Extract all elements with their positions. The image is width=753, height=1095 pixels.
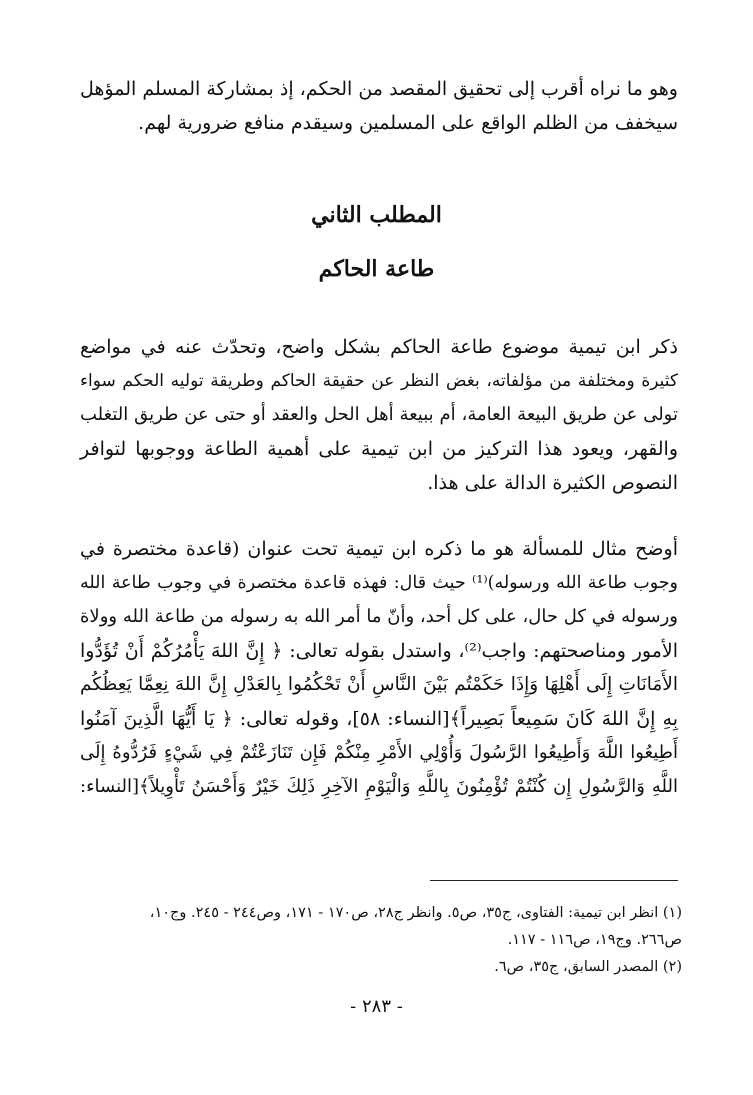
text-line: تولى عن طريق البيعة العامة، أم ببيعة أهل الحل والعقد أو حتى عن طريق التغلب xyxy=(80,404,678,425)
footnote-1-continued: ص٢٦٦. وج١٩، ص١١٦ - ١١٧. xyxy=(507,932,682,948)
text-line: كثيرة ومختلفة من مؤلفاته، بغض النظر عن حقيقة الحاكم وطريقة توليه الحكم سواء xyxy=(80,371,678,391)
text-line: سيخفف من الظلم الواقع على المسلمين وسيقدم منافع ضرورية لهم. xyxy=(138,112,678,134)
body-paragraph-1 xyxy=(80,330,678,500)
footnote-1: (١) انظر ابن تيمية: الفتاوى، ج٣٥، ص٥. وانظر ج٢٨، ص١٧٠ - ١٧١، وص٢٤٤ - ٢٤٥. وج١٠، xyxy=(149,905,682,921)
text-line: الأمور ومناصحتهم: واجب⁽²⁾، واستدل بقوله تعالى: ﴿ إِنَّ اللهَ يَأْمُرُكُمْ أَنْ تُؤَدُّوا xyxy=(80,640,678,662)
intro-paragraph xyxy=(80,72,678,140)
text-line: أَطِيعُوا اللَّهَ وَأَطِيعُوا الرَّسُولَ وَأُوْلِي الأَمْرِ مِنْكُمْ فَإِن تَنَازَعْتُمْ فِي شَيْءٍ فَرُدُّوهُ إِلَى xyxy=(80,742,678,763)
text-line: أوضح مثال للمسألة هو ما ذكره ابن تيمية تحت عنوان (قاعدة مختصرة في xyxy=(80,538,678,560)
text-line: والقهر، ويعود هذا التركيز من ابن تيمية على أهمية الطاعة ووجوبها لتوافر xyxy=(80,438,678,460)
text-line: ذكر ابن تيمية موضوع طاعة الحاكم بشكل واضح، وتحدّث عنه في مواضع xyxy=(80,336,678,358)
text-line: النصوص الكثيرة الدالة على هذا. xyxy=(427,472,678,494)
text-line: ورسوله في كل حال، على كل أحد، وأنّ ما أمر الله به رسوله من طاعة الله وولاة xyxy=(80,606,678,627)
footnote-separator xyxy=(430,880,678,881)
text-line: اللَّهِ وَالرَّسُولِ إِن كُنْتُمْ تُؤْمِنُونَ بِاللَّهِ وَالْيَوْمِ الآخِرِ ذَلِكَ خَيْرٌ وَأَحْسَنُ تَأْوِيلاً﴾[النساء: xyxy=(80,776,678,797)
text-line: وجوب طاعة الله ورسوله)⁽¹⁾ حيث قال: فهذه قاعدة مختصرة في وجوب طاعة الله xyxy=(80,573,679,593)
footnote-2: (٢) المصدر السابق، ج٣٥، ص٦. xyxy=(494,959,682,975)
text-line: الأَمَانَاتِ إِلَى أَهْلِهَا وَإِذَا حَكَمْتُم بَيْنَ النَّاسِ أَنْ تَحْكُمُوا بِالعَدْلِ إِنَّ اللهَ نِعِمَّا يَعِظُكُم xyxy=(80,674,678,695)
page-number: - ٢٨٣ - xyxy=(350,996,403,1017)
section-heading: المطلب الثاني xyxy=(311,202,442,228)
text-line: وهو ما نراه أقرب إلى تحقيق المقصد من الحكم، إذ بمشاركة المسلم المؤهل xyxy=(80,78,678,100)
text-line: بِهِ إِنَّ اللهَ كَانَ سَمِيعاً بَصِيراً﴾[النساء: ٥٨]، وقوله تعالى: ﴿ يَا أَيُّهَا الَّذِينَ آمَنُوا xyxy=(80,708,678,730)
body-paragraph-2 xyxy=(80,532,678,804)
section-subheading: طاعة الحاكم xyxy=(318,256,435,282)
